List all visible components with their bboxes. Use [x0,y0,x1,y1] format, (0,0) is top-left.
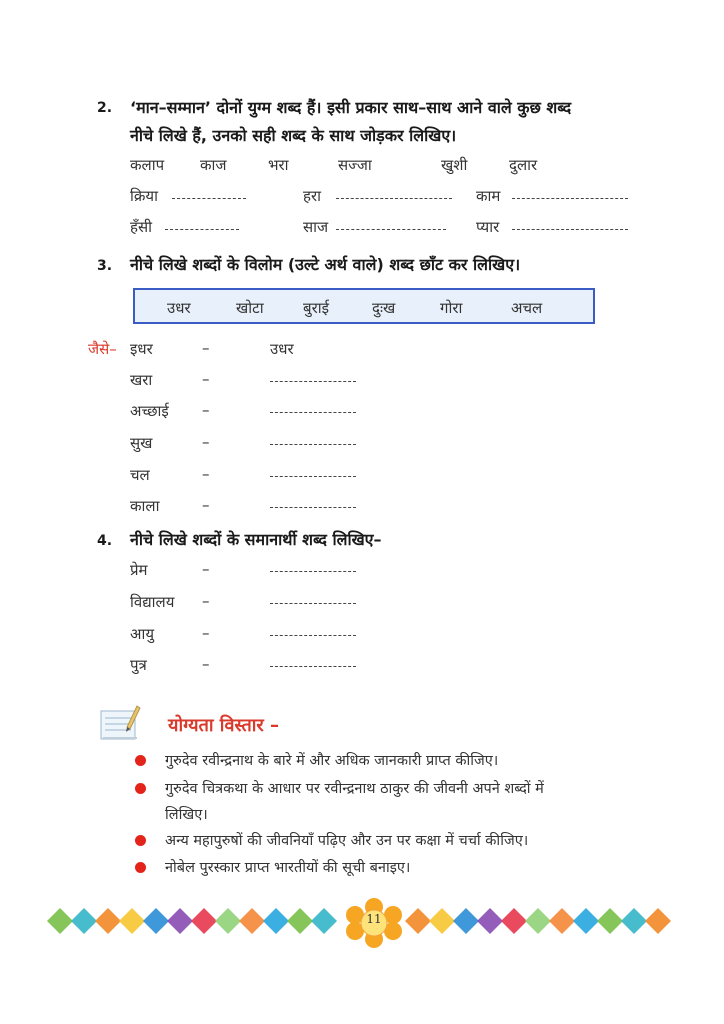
q2-pair-word: प्यार [476,218,500,236]
answer-blank[interactable] [270,666,356,667]
example-label: जैसे– [88,340,117,358]
box-word: दुःख [372,299,396,317]
diamond-shape [47,908,73,934]
bullet-icon [135,862,146,873]
q3-word: अच्छाई [130,402,169,420]
box-word: अचल [511,299,543,317]
diamond-shape [645,908,671,934]
diamond-shape [621,908,647,934]
box-word: खोटा [236,299,264,317]
answer-blank[interactable] [270,444,356,445]
q4-word: पुत्र [130,656,147,674]
diamond-shape [95,908,121,934]
bullet-icon [135,835,146,846]
q2-pair-word: हरा [303,187,321,205]
q3-text: नीचे लिखे शब्दों के विलोम (उल्टे अर्थ वाले) शब्द छाँट कर लिखिए। [130,255,521,274]
extension-item-continued: लिखिए। [165,807,208,823]
extension-title: योग्यता विस्तार – [168,715,280,736]
q2-option: भरा [268,156,289,174]
q2-text-line1: ‘मान–सम्मान’ दोनों युग्म शब्द हैं। इसी प्रकार साथ–साथ आने वाले कुछ शब्द [130,98,572,117]
dash: – [202,624,210,642]
q2-pair-word: काम [476,187,501,205]
box-word: उधर [167,299,191,317]
q4-word: प्रेम [130,561,148,579]
diamond-shape [191,908,217,934]
answer-blank[interactable] [336,229,446,230]
diamond-shape [597,908,623,934]
answer-blank[interactable] [270,412,356,413]
answer-blank[interactable] [270,603,356,604]
bullet-icon [135,755,146,766]
q4-number: 4. [97,533,113,549]
answer-blank[interactable] [270,476,356,477]
notepad-icon [97,703,143,743]
diamond-shape [167,908,193,934]
diamond-shape [405,908,431,934]
diamond-shape [311,908,337,934]
example-word: इधर [130,340,153,358]
diamond-shape [429,908,455,934]
q2-pair-word: क्रिया [130,187,158,205]
answer-blank[interactable] [270,381,356,382]
dash: – [202,496,210,514]
diamond-shape [453,908,479,934]
q3-word: खरा [130,371,153,389]
answer-blank[interactable] [270,507,356,508]
answer-blank[interactable] [165,229,239,230]
dash: – [202,655,210,673]
diamond-shape [239,908,265,934]
extension-item: अन्य महापुरुषों की जीवनियाँ पढ़िए और उन पर कक्षा में चर्चा कीजिए। [165,833,529,849]
diamond-shape [287,908,313,934]
q2-text-line2: नीचे लिखे हैं, उनको सही शब्द के साथ जोड़कर लिखिए। [130,126,457,145]
q3-number: 3. [97,258,113,274]
extension-item: गुरुदेव रवीन्द्रनाथ के बारे में और अधिक जानकारी प्राप्त कीजिए। [165,753,499,769]
diamond-shape [525,908,551,934]
q2-pair-word: साज [303,218,329,236]
answer-blank[interactable] [270,635,356,636]
box-word: गोरा [440,299,463,317]
page-number: 11 [366,912,382,926]
dash: – [202,465,210,483]
diamond-shape [263,908,289,934]
dash: – [202,339,210,357]
answer-blank[interactable] [172,198,246,199]
dash: – [202,560,210,578]
word-box [133,288,595,324]
diamond-shape [573,908,599,934]
diamond-shape [71,908,97,934]
q4-text: नीचे लिखे शब्दों के समानार्थी शब्द लिखिए– [130,530,382,549]
example-answer: उधर [270,340,294,358]
diamond-shape [477,908,503,934]
box-word: बुराई [303,299,329,317]
q2-number: 2. [97,100,113,116]
q2-option: दुलार [509,156,538,174]
q2-option: काज [200,156,227,174]
answer-blank[interactable] [336,198,452,199]
extension-item: नोबेल पुरस्कार प्राप्त भारतीयों की सूची बनाइए। [165,860,411,876]
dash: – [202,370,210,388]
q2-option: सज्जा [338,156,372,174]
q2-pair-word: हँसी [130,218,152,236]
diamond-shape [215,908,241,934]
diamond-shape [119,908,145,934]
q3-word: सुख [130,434,153,452]
diamond-shape [501,908,527,934]
diamond-shape [143,908,169,934]
dash: – [202,592,210,610]
q2-option: खुशी [441,156,468,174]
bullet-icon [135,783,146,794]
answer-blank[interactable] [270,571,356,572]
q3-word: काला [130,497,160,515]
q2-option: कलाप [130,156,165,174]
dash: – [202,433,210,451]
dash: – [202,401,210,419]
q4-word: विद्यालय [130,593,175,611]
answer-blank[interactable] [512,229,628,230]
q4-word: आयु [130,625,155,643]
diamond-shape [549,908,575,934]
extension-item: गुरुदेव चित्रकथा के आधार पर रवीन्द्रनाथ ठाकुर की जीवनी अपने शब्दों में [165,781,544,797]
answer-blank[interactable] [512,198,628,199]
q3-word: चल [130,466,150,484]
